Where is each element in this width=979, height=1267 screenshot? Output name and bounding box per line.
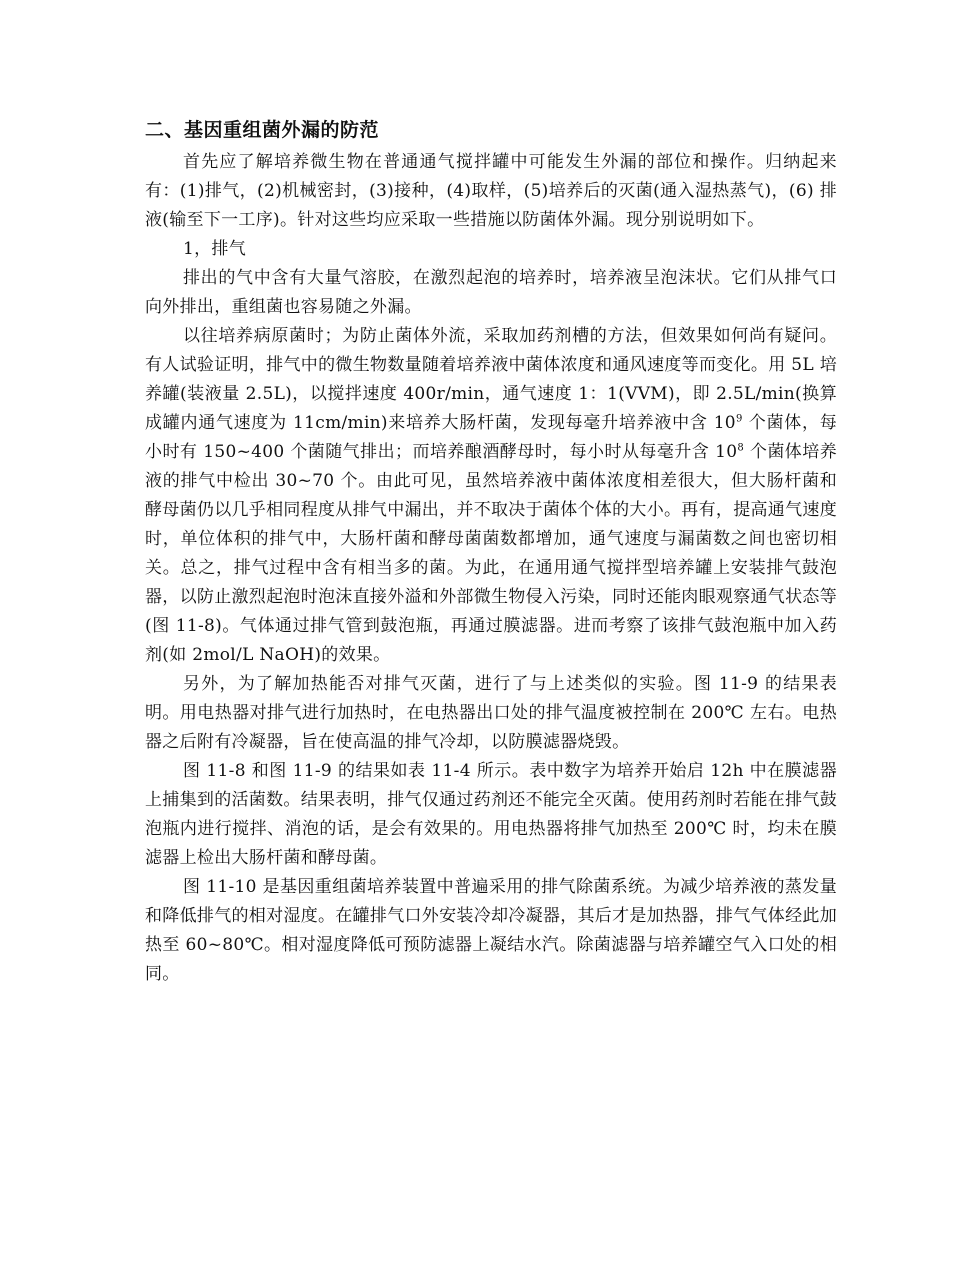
paragraph-exhaust-system: 图 11-10 是基因重组菌培养装置中普遍采用的排气除菌系统。为减少培养液的蒸发量和降低排气的相对湿度。在罐排气口外安装冷却冷凝器，其后才是加热器，排气气体经此加热至 60~80℃。相对湿度降低可预防滤器上凝结水汽。除菌滤器与培养罐空气入口处的相同。	[145, 877, 837, 984]
paragraph-exhaust-aerosol: 排出的气中含有大量气溶胶，在激烈起泡的培养时，培养液呈泡沫状。它们从排气口向外排出，重组菌也容易随之外漏。	[145, 268, 837, 317]
superscript-exponent: 9	[735, 413, 743, 425]
document-page	[145, 112, 837, 989]
paragraph-text-segment: 个菌体，每小时有 150~400 个菌随气排出；而培养酿酒酵母时，每小时从每毫升含 10	[145, 413, 837, 462]
paragraph-exhaust-experiment	[145, 322, 837, 670]
paragraph-text-segment: 以往培养病原菌时；为防止菌体外流，采取加药剂槽的方法，但效果如何尚有疑问。有人试验证明，排气中的微生物数量随着培养液中菌体浓度和通风速度等而变化。用 5L 培养罐(装液量 2.5L)，以搅拌速度 400r/min，通气速度 1：1(VVM)，即 2.5L/min(换算成罐内通气速度为 11cm/min)来培养大肠杆菌，发现每毫升培养液中含 10	[145, 326, 837, 433]
paragraph-text-segment: 个菌体培养液的排气中检出 30~70 个。由此可见，虽然培养液中菌体浓度相差很大，但大肠杆菌和酵母菌仍以几乎相同程度从排气中漏出，并不取决于菌体个体的大小。再有，提高通气速度时，单位体积的排气中，大肠杆菌和酵母菌菌数都增加，通气速度与漏菌数之间也密切相关。总之，排气过程中含有相当多的菌。为此，在通用通气搅拌型培养罐上安装排气鼓泡器，以防止激烈起泡时泡沫直接外溢和外部微生物侵入污染，同时还能肉眼观察通气状态等(图 11-8)。气体通过排气管到鼓泡瓶，再通过膜滤器。进而考察了该排气鼓泡瓶中加入药剂(如 2mol/L NaOH)的效果。	[145, 442, 837, 665]
paragraph-subheading-exhaust: 1，排气	[183, 239, 247, 259]
section-heading: 二、基因重组菌外漏的防范	[145, 119, 380, 141]
superscript-exponent: 8	[737, 442, 745, 454]
paragraph-results: 图 11-8 和图 11-9 的结果如表 11-4 所示。表中数字为培养开始启 12h 中在膜滤器上捕集到的活菌数。结果表明，排气仅通过药剂还不能完全灭菌。使用药剂时若能在排气鼓泡瓶内进行搅拌、消泡的话，是会有效果的。用电热器将排气加热至 200℃ 时，均未在膜滤器上检出大肠杆菌和酵母菌。	[145, 761, 837, 868]
paragraph-heating-experiment: 另外，为了解加热能否对排气灭菌，进行了与上述类似的实验。图 11-9 的结果表明。用电热器对排气进行加热时，在电热器出口处的排气温度被控制在 200℃ 左右。电热器之后附有冷凝器，旨在使高温的排气冷却，以防膜滤器烧毁。	[145, 674, 837, 752]
paragraph-intro: 首先应了解培养微生物在普通通气搅拌罐中可能发生外漏的部位和操作。归纳起来有：(1)排气，(2)机械密封，(3)接种，(4)取样，(5)培养后的灭菌(通入湿热蒸气)，(6) 排液(输至下一工序)。针对这些均应采取一些措施以防菌体外漏。现分别说明如下。	[145, 152, 837, 230]
